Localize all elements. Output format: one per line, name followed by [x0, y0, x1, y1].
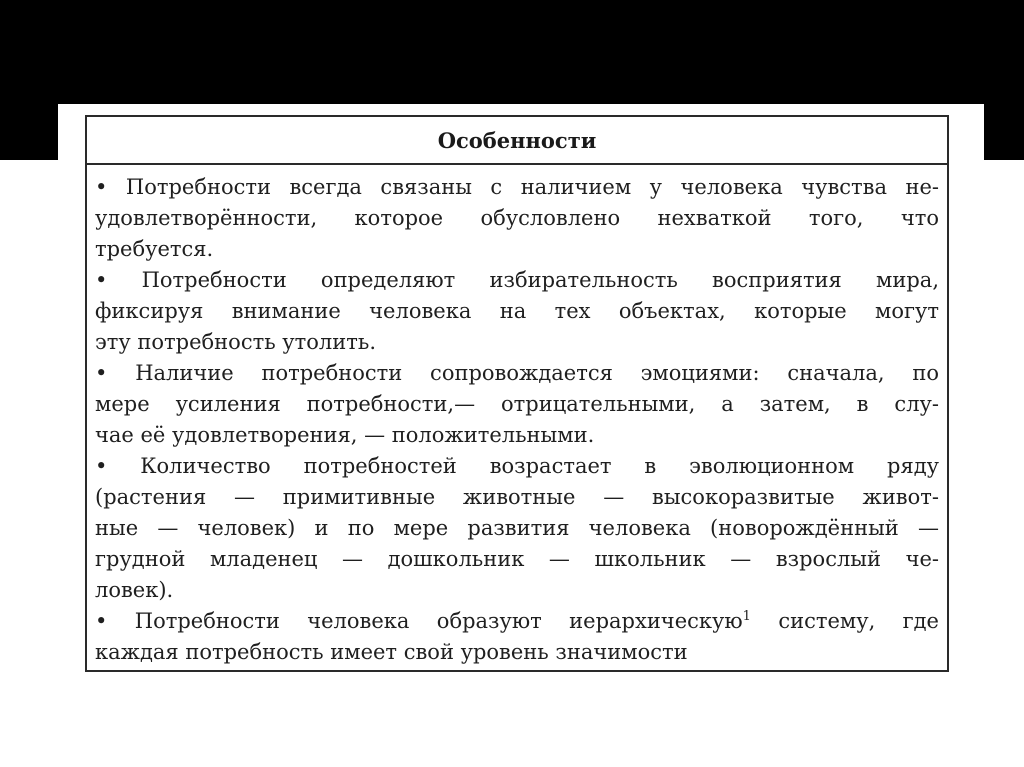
- text-line: • Потребности всегда связаны с наличием у человека чувства не-: [95, 175, 939, 199]
- text-line: грудной младенец — дошкольник — школьник — взрослый че-: [95, 547, 939, 571]
- table-header-cell: [87, 117, 947, 165]
- text-line: (растения — примитивные животные — высокоразвитые живот-: [95, 485, 939, 509]
- table-body-cell: [87, 165, 947, 668]
- text-segment: систему, где: [750, 609, 939, 633]
- text-line: • Количество потребностей возрастает в эволюционном ряду: [95, 454, 939, 478]
- features-table: [85, 115, 949, 672]
- text-line: фиксируя внимание человека на тех объектах, которые могут: [95, 299, 939, 323]
- table-header-title: Особенности: [437, 127, 597, 153]
- text-line: мере усиления потребности,— отрицательными, а затем, в слу-: [95, 392, 939, 416]
- text-line: ные — человек) и по мере развития человека (новорождённый —: [95, 516, 939, 540]
- text-line: ловек).: [95, 578, 174, 602]
- footnote-mark: 1: [742, 609, 751, 624]
- text-line-with-footnote: [95, 606, 939, 637]
- text-line: эту потребность утолить.: [95, 330, 376, 354]
- text-line: удовлетворённости, которое обусловлено нехваткой того, что: [95, 206, 939, 230]
- text-line: каждая потребность имеет свой уровень значимости: [95, 640, 688, 664]
- text-line: чае её удовлетворения, — положительными.: [95, 423, 595, 447]
- text-segment: • Потребности человека образуют иерархическую: [95, 609, 743, 633]
- text-line: • Потребности определяют избирательность восприятия мира,: [95, 268, 939, 292]
- text-line: требуется.: [95, 237, 214, 261]
- text-line: • Наличие потребности сопровождается эмоциями: сначала, по: [95, 361, 939, 385]
